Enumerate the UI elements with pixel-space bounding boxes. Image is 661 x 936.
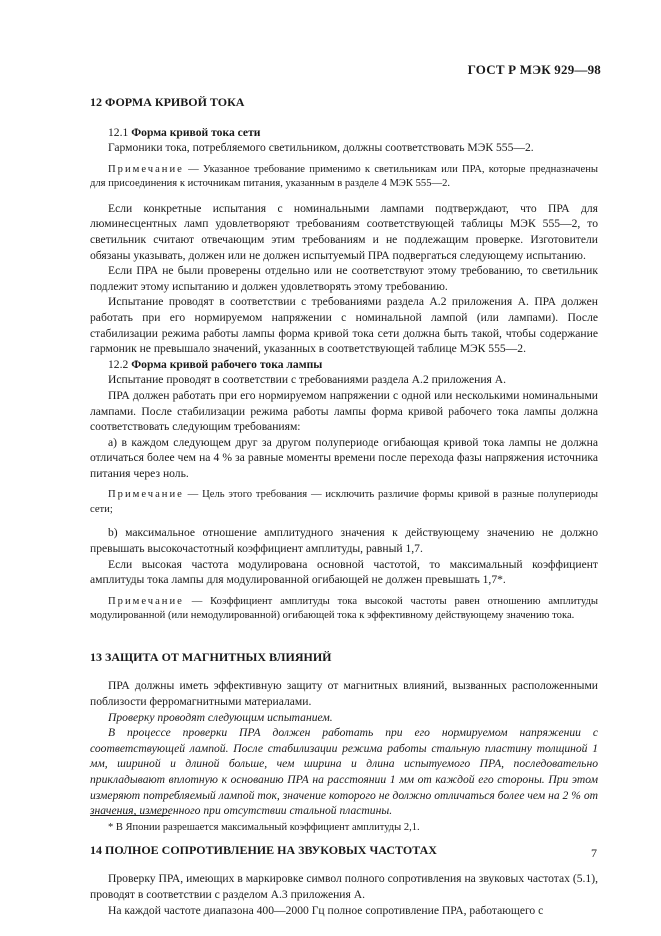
- footnote: * В Японии разрешается максимальный коэффициент амплитуды 2,1.: [108, 822, 420, 833]
- note: [90, 163, 598, 192]
- note-text: — Коэффициент амплитуды тока высокой частоты равен отношению амплитуды модулированной (или немодулированной) огибающей тока к эффективному действующему значению тока.: [90, 595, 598, 622]
- subsection-12-2-number: 12.2: [108, 357, 129, 371]
- subsection-12-2-heading: [90, 357, 598, 373]
- paragraph: Испытание проводят в соответствии с требованиями раздела А.2 приложения А.: [108, 373, 507, 387]
- paragraph: Если конкретные испытания с номинальными лампами подтверждают, что ПРА для люминесцентных ламп удовлетворяют требованиям соответствующей таблицы МЭК 555—2, то светильник считают отвечающим этим требованиям и не подлежащим проверке. Изготовители обязаны указывать, должен или не должен испытуемый ПРА подвергаться следующему испытанию.: [90, 201, 598, 262]
- note-label: Примечание: [108, 489, 184, 501]
- paragraph: Если высокая частота модулирована основной частотой, то максимальный коэффициент амплитуды тока лампы для модулированной огибающей не должен превышать 1,7*.: [90, 557, 598, 587]
- note-label: Примечание: [108, 595, 184, 607]
- note-label: Примечание: [108, 163, 184, 175]
- note-text: — Цель этого требования — исключить различие формы кривой в разные полупериоды сети;: [90, 489, 598, 515]
- section-14-title: 14 ПОЛНОЕ СОПРОТИВЛЕНИЕ НА ЗВУКОВЫХ ЧАСТОТАХ: [90, 842, 437, 857]
- page-number: 7: [591, 846, 597, 860]
- list-item-b: b) максимальное отношение амплитудного значения к действующему значению не должно превышать высокочастотный коэффициент амплитуды, равный 1,7.: [90, 526, 598, 556]
- page-content: [90, 92, 598, 918]
- section-13-title: 13 ЗАЩИТА ОТ МАГНИТНЫХ ВЛИЯНИЙ: [90, 649, 332, 664]
- paragraph: ПРА должны иметь эффективную защиту от магнитных влияний, вызванных расположенными поблизости ферромагнитными материалами.: [90, 679, 598, 709]
- paragraph: Проверку ПРА, имеющих в маркировке символ полного сопротивления на звуковых частотах (5.1), проводят в соответствии с разделом А.3 приложения А.: [90, 872, 598, 901]
- paragraph: ПРА должен работать при его нормируемом напряжении с одной или несколькими номинальными лампами. После стабилизации режима работы лампы форма кривой рабочего тока лампы должна соответствовать следующим требованиям:: [90, 388, 598, 434]
- note: [90, 595, 598, 624]
- section-12-title: 12 ФОРМА КРИВОЙ ТОКА: [90, 95, 245, 109]
- paragraph: Гармоники тока, потребляемого светильником, должны соответствовать МЭК 555—2.: [108, 141, 534, 155]
- note-text: — Указанное требование применимо к светильникам или ПРА, которые предназначены для присоединения к источникам питания, указанным в разделе 4 МЭК 555—2.: [90, 163, 598, 190]
- paragraph: Если ПРА не были проверены отдельно или не соответствуют этому требованию, то светильник подлежит этому испытанию и должен удовлетворять этому требованию.: [90, 264, 598, 293]
- document-code: ГОСТ Р МЭК 929—98: [467, 62, 601, 77]
- subsection-12-1-number: 12.1: [108, 125, 129, 139]
- subsection-12-2-title: Форма кривой рабочего тока лампы: [131, 357, 323, 371]
- paragraph: В процессе проверки ПРА должен работать при его нормируемом напряжении с соответствующей лампой. После стабилизации режима работы стальную пластину толщиной 1 мм, шириной и длиной больше, чем ширина и длина испытуемого ПРА, последовательно прикладывают вплотную к основанию ПРА на расстоянии 1 мм от каждой его стороны. При этом измеряют потребляемый лампой ток, значение которого не должно отличаться более чем на 2 % от значения, измеренного при отсутствии стальной пластины.: [90, 726, 598, 818]
- list-item-a: а) в каждом следующем друг за другом полупериоде огибающая кривой тока лампы не должна отличаться более чем на 4 % за равные моменты времени после перехода фазы напряжения источника питания через ноль.: [90, 435, 598, 480]
- footnote-divider: [90, 815, 170, 816]
- paragraph: Испытание проводят в соответствии с требованиями раздела А.2 приложения А. ПРА должен работать при его нормируемом напряжении с номинальной лампой (или лампами). После стабилизации режима работы лампы форма кривой тока сети должна быть такой, чтобы содержание гармоник не превышало значений, указанных в соответствующей таблице МЭК 555—2.: [90, 295, 598, 356]
- subsection-12-1-heading: [90, 125, 598, 141]
- paragraph: Проверку проводят следующим испытанием.: [108, 710, 333, 724]
- paragraph: На каждой частоте диапазона 400—2000 Гц полное сопротивление ПРА, работающего с: [108, 903, 544, 917]
- note: [90, 488, 598, 517]
- subsection-12-1-title: Форма кривой тока сети: [131, 125, 261, 139]
